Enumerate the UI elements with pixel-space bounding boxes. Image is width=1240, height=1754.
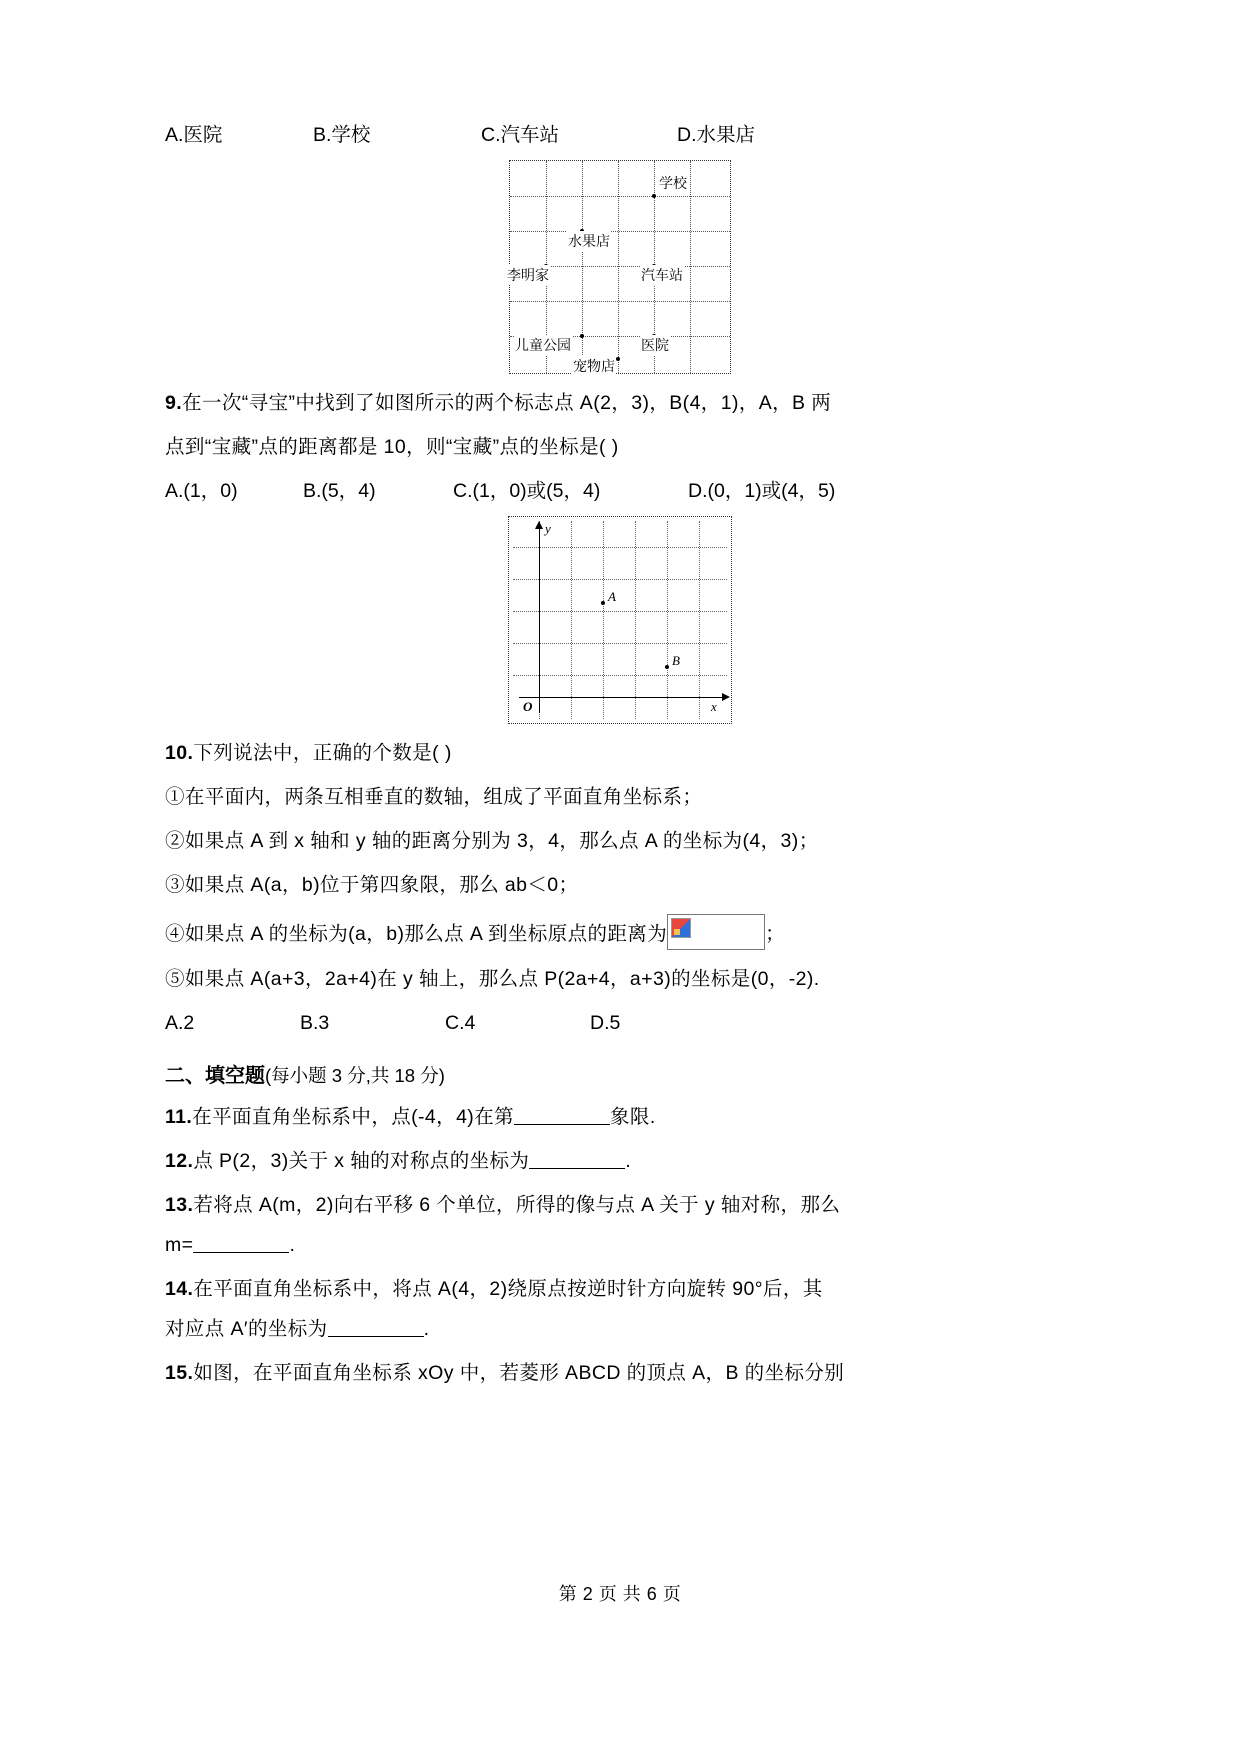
q13-line2 bbox=[165, 1230, 1075, 1260]
q10-item-1: ①在平面内，两条互相垂直的数轴，组成了平面直角坐标系； bbox=[165, 786, 703, 808]
broken-image-icon bbox=[671, 918, 691, 938]
q10-item-4 bbox=[165, 914, 1075, 950]
q10-item-2: ②如果点 A 到 x 轴和 y 轴的距离分别为 3，4，那么点 A 的坐标为(4，3)； bbox=[165, 830, 819, 852]
q12-text-before: 点 P(2，3)关于 x 轴的对称点的坐标为 bbox=[193, 1150, 530, 1172]
q8-options bbox=[165, 120, 1075, 150]
q9-coordinate-figure bbox=[508, 516, 732, 724]
q8-option-a: A.医院 bbox=[165, 124, 223, 146]
q9-point-label-b: B bbox=[672, 653, 680, 668]
q14-text2-after: . bbox=[423, 1318, 430, 1340]
q13-text2-before: m= bbox=[165, 1234, 194, 1256]
q14-line1 bbox=[165, 1274, 1075, 1304]
q9-y-axis-label: y bbox=[545, 521, 551, 536]
q15-text1: 如图，在平面直角坐标系 xOy 中，若菱形 ABCD 的顶点 A，B 的坐标分别 bbox=[193, 1362, 845, 1384]
q12-answer-blank[interactable] bbox=[529, 1148, 625, 1169]
q11 bbox=[165, 1102, 1075, 1132]
q9-x-axis-label: x bbox=[711, 699, 717, 714]
q8-figure-wrap bbox=[165, 160, 1075, 374]
q10-option-d: D.5 bbox=[590, 1012, 621, 1034]
map-label-school: 学校 bbox=[658, 173, 688, 193]
q8-map-figure bbox=[509, 160, 731, 374]
map-label-pet-shop: 宠物店 bbox=[572, 356, 616, 376]
q10-item-3: ③如果点 A(a，b)位于第四象限，那么 ab＜0； bbox=[165, 874, 579, 896]
q15-line1 bbox=[165, 1358, 1075, 1388]
q12-number: 12. bbox=[165, 1150, 194, 1172]
q12-text-after: . bbox=[625, 1150, 632, 1172]
q10-item-4-suffix: ； bbox=[765, 923, 786, 945]
section-fill-in-blank-title bbox=[165, 1060, 1075, 1092]
q13-text1: 若将点 A(m，2)向右平移 6 个单位，所得的像与点 A 关于 y 轴对称，那么 bbox=[193, 1194, 841, 1216]
q15-number: 15. bbox=[165, 1362, 194, 1384]
map-label-children-park: 儿童公园 bbox=[514, 335, 572, 355]
q9-stem-line2: 点到“宝藏”点的距离都是 10，则“宝藏”点的坐标是( ) bbox=[165, 436, 619, 458]
q9-figure-wrap bbox=[165, 516, 1075, 724]
q14-line2 bbox=[165, 1314, 1075, 1344]
q9-option-b: B.(5，4) bbox=[303, 480, 376, 502]
page-footer: 第 2 页 共 6 页 bbox=[558, 1584, 682, 1604]
q8-option-c: C.汽车站 bbox=[481, 124, 560, 146]
q10-option-a: A.2 bbox=[165, 1012, 195, 1034]
q10-stem-text: 下列说法中，正确的个数是( ) bbox=[193, 742, 452, 764]
q11-text-before: 在平面直角坐标系中，点(-4，4)在第 bbox=[192, 1106, 515, 1128]
q8-option-d: D.水果店 bbox=[677, 124, 756, 146]
q10-options bbox=[165, 1008, 1075, 1038]
q10-stem bbox=[165, 738, 1075, 768]
q9-stem-text1: 在一次“寻宝”中找到了如图所示的两个标志点 A(2，3)，B(4，1)，A，B 两 bbox=[182, 392, 832, 414]
section-title-text: 二、填空题 bbox=[165, 1065, 265, 1087]
map-label-bus-station: 汽车站 bbox=[640, 265, 684, 285]
q12 bbox=[165, 1146, 1075, 1176]
q9-option-a: A.(1，0) bbox=[165, 480, 238, 502]
q10-item-4-text: ④如果点 A 的坐标为(a，b)那么点 A 到坐标原点的距离为 bbox=[165, 923, 668, 945]
q14-answer-blank[interactable] bbox=[328, 1316, 424, 1337]
q13-answer-blank[interactable] bbox=[193, 1232, 289, 1253]
q10-number: 10. bbox=[165, 742, 194, 764]
q13-text2-after: . bbox=[289, 1234, 296, 1256]
q9-number: 9. bbox=[165, 392, 183, 414]
section-title-sub: (每小题 3 分,共 18 分) bbox=[265, 1065, 445, 1086]
q8-option-b: B.学校 bbox=[313, 124, 371, 146]
q9-origin-label: O bbox=[523, 699, 533, 714]
q11-number: 11. bbox=[165, 1106, 193, 1128]
q10-option-b: B.3 bbox=[300, 1012, 330, 1034]
q14-number: 14. bbox=[165, 1278, 194, 1300]
map-label-hospital: 医院 bbox=[640, 335, 670, 355]
q10-item-5: ⑤如果点 A(a+3，2a+4)在 y 轴上，那么点 P(2a+4，a+3)的坐标是(0，-2). bbox=[165, 968, 820, 990]
q11-text-after: 象限. bbox=[610, 1106, 656, 1128]
q14-text2-before: 对应点 A′的坐标为 bbox=[165, 1318, 328, 1340]
map-label-fruit-shop: 水果店 bbox=[567, 231, 611, 251]
q13-number: 13. bbox=[165, 1194, 194, 1216]
q11-answer-blank[interactable] bbox=[514, 1104, 610, 1125]
q9-point-label-a: A bbox=[608, 589, 616, 604]
q14-text1: 在平面直角坐标系中，将点 A(4，2)绕原点按逆时针方向旋转 90°后，其 bbox=[193, 1278, 823, 1300]
q9-option-d: D.(0，1)或(4，5) bbox=[688, 480, 836, 502]
broken-image-placeholder bbox=[667, 914, 765, 950]
q13-line1 bbox=[165, 1190, 1075, 1220]
map-label-liming-home: 李明家 bbox=[506, 265, 550, 285]
q9-options bbox=[165, 476, 1075, 506]
q9-option-c: C.(1，0)或(5，4) bbox=[453, 480, 601, 502]
q10-option-c: C.4 bbox=[445, 1012, 476, 1034]
q9-stem-line1 bbox=[165, 388, 1075, 418]
